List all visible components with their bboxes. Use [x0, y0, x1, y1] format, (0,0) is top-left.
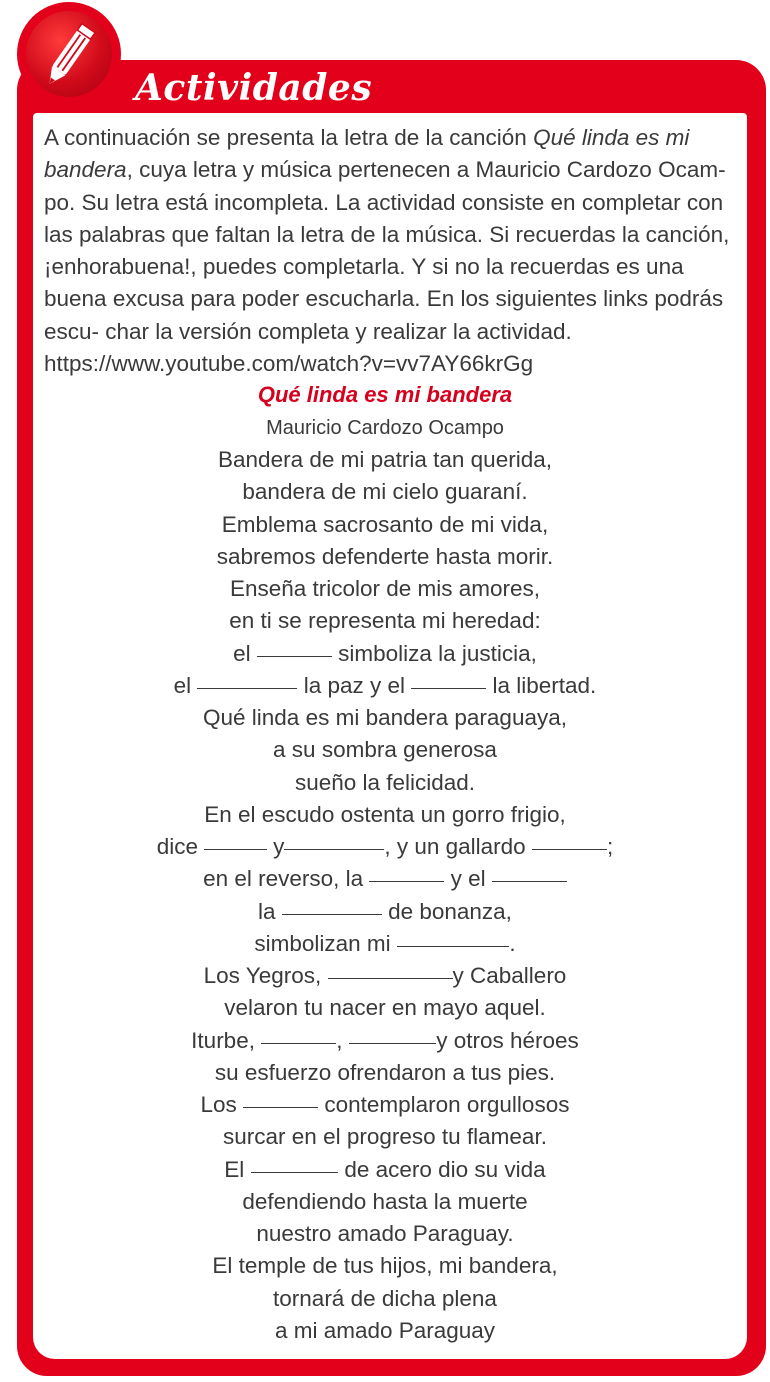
lyric-line: defendiendo hasta la muerte [242, 1188, 528, 1214]
lyric-line: bandera de mi cielo guaraní. [242, 479, 528, 505]
lyric-line: a mi amado Paraguay [274, 1317, 496, 1343]
fill-in-blank[interactable] [257, 655, 332, 657]
fill-in-blank[interactable] [243, 1106, 318, 1108]
activity-badge [17, 2, 121, 106]
lyric-line: Los contemplaron orgullosos [200, 1092, 570, 1117]
intro-song-reference: Qué linda es mi bandera [44, 125, 690, 183]
fill-in-blank[interactable] [197, 687, 297, 689]
lyric-line: dice y , y un gallardo ; [156, 834, 614, 859]
lyric-line: a su sombra generosa [273, 737, 497, 763]
lyric-line: en el reverso, la y el [0, 863, 770, 895]
fill-in-blank[interactable] [328, 977, 453, 979]
fill-in-blank[interactable] [532, 848, 607, 850]
lyric-line: Enseña tricolor de mis amores, [229, 576, 541, 601]
song-lyrics [0, 444, 770, 1347]
fill-in-blank[interactable] [284, 848, 384, 850]
intro-text-rest: , cuya letra y música pertenecen a Mauricio Cardozo Ocam- po. Su letra está incompleta. La actividad consiste en completar con las palabras que faltan la letra de la música. Si recuerdas la canción, ¡enhorabuena!, puedes completarla. Y si no la recuerdas es una buena excusa para poder escucharla. En los siguientes links podrás escu- char la versión completa y realizar la actividad. [44, 157, 730, 344]
intro-text-start: A continuación se presenta la letra de la canción [44, 125, 534, 150]
lyric-line: surcar en el progreso tu flamear. [223, 1124, 547, 1150]
youtube-link[interactable]: https://www.youtube.com/watch?v=vv7AY66krGg [44, 351, 534, 377]
lyric-line: el la paz y el la libertad. [173, 672, 597, 698]
lyric-line: el simboliza la justicia, [233, 640, 537, 666]
fill-in-blank[interactable] [349, 1042, 437, 1044]
lyric-line: nuestro amado Paraguay. [256, 1221, 514, 1246]
lyric-line: Los Yegros, y Caballero [203, 963, 567, 988]
pencil-icon [35, 16, 103, 96]
lyric-line: tornará de dicha plena [273, 1285, 497, 1311]
lyric-line: En el escudo ostenta un gorro frigio, [204, 801, 566, 827]
fill-in-blank[interactable] [251, 1171, 339, 1173]
lyric-line: Qué linda es mi bandera paraguaya, [203, 705, 567, 730]
song-author: Mauricio Cardozo Ocampo [266, 417, 504, 439]
intro-text [44, 122, 734, 380]
lyric-line: Bandera de mi patria tan querida, [218, 447, 552, 472]
lyric-line: simbolizan mi . [254, 930, 516, 956]
lyric-line: Iturbe, , y otros héroes [191, 1027, 579, 1053]
lyric-line: velaron tu nacer en mayo aquel. [224, 995, 546, 1021]
fill-in-blank[interactable] [397, 945, 510, 947]
lyric-line: Emblema sacrosanto de mi vida, [221, 511, 549, 537]
lyric-line: en ti se representa mi heredad: [229, 608, 541, 634]
lyric-line: sabremos defenderte hasta morir. [216, 543, 554, 569]
lyric-line: sueño la felicidad. [294, 769, 476, 795]
fill-in-blank[interactable] [492, 880, 567, 882]
fill-in-blank[interactable] [411, 687, 486, 689]
song-title: Qué linda es mi bandera [257, 382, 513, 407]
lyric-line: su esfuerzo ofrendaron a tus pies. [214, 1059, 556, 1085]
fill-in-blank[interactable] [369, 880, 444, 882]
fill-in-blank[interactable] [261, 1042, 336, 1044]
section-title: Actividades [135, 67, 373, 109]
lyric-line: El temple de tus hijos, mi bandera, [212, 1253, 558, 1279]
fill-in-blank[interactable] [282, 913, 382, 915]
lyric-line: El de acero dio su vida [224, 1156, 546, 1182]
lyric-line: la de bonanza, [258, 898, 512, 924]
fill-in-blank[interactable] [204, 848, 267, 850]
